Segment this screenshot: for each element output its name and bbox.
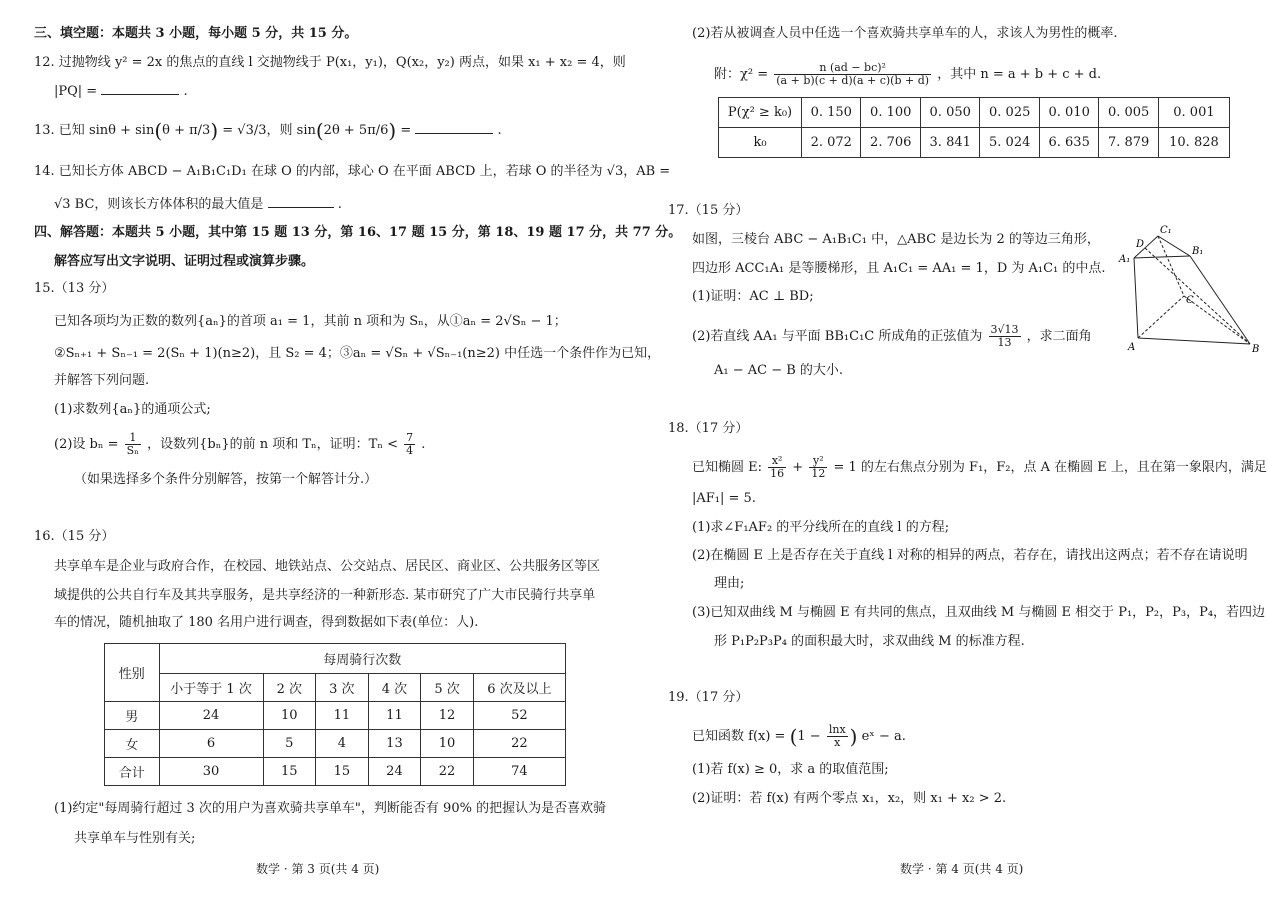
- table-cell: 10: [421, 730, 474, 758]
- gender-header: 性别: [105, 644, 160, 702]
- table-cell: 30: [159, 758, 263, 786]
- fig-label-c1: C₁: [1160, 225, 1172, 236]
- table-cell: 0. 050: [920, 98, 979, 128]
- q18-line1: [692, 455, 1267, 480]
- q15-fraction-bound: $\frac{7}{4}$: [406, 431, 414, 457]
- q14-line1: 14. 已知长方体 ABCD − A₁B₁C₁D₁ 在球 O 的内部，球心 O 在平面 ABCD 上，若球 O 的半径为 √3，AB =: [34, 164, 671, 179]
- q18-part2-line2: 理由;: [714, 576, 745, 591]
- weekly-rides-header: 每周骑行次数: [159, 644, 565, 674]
- q19-pre: 已知函数 f(x) =: [692, 729, 786, 744]
- q16-part2: (2)若从被调查人员中任选一个喜欢骑共享单车的人，求该人为男性的概率.: [692, 26, 1118, 41]
- p-label: P(χ² ≥ k₀): [719, 98, 802, 128]
- cycling-table: [104, 643, 566, 786]
- table-cell: 0. 100: [861, 98, 920, 128]
- q15-p2-end: .: [421, 437, 426, 452]
- q13-arg2: 2θ + 5π/6: [323, 123, 389, 138]
- q16-line3: 车的情况，随机抽取了 180 名用户进行调查，得到数据如下表(单位：人).: [54, 615, 479, 630]
- table-cell: 0. 010: [1039, 98, 1098, 128]
- table-cell: 0. 150: [802, 98, 861, 128]
- formula-pre: 附：χ² =: [714, 67, 769, 82]
- row-label: 男: [105, 702, 160, 730]
- q17-line2: 四边形 ACC₁A₁ 是等腰梯形，且 A₁C₁ = AA₁ = 1，D 为 A₁C₁ 的中点.: [692, 261, 1106, 276]
- q18-part2-line1: (2)在椭圆 E 上是否存在关于直线 l 对称的相异的两点，若存在，请找出这两点；若不存在请说明: [692, 548, 1248, 563]
- q16-title: 16.（15 分）: [34, 529, 115, 544]
- fig-label-b1: B₁: [1192, 246, 1204, 257]
- fig-label-a: A: [1128, 342, 1136, 353]
- q18-line2: |AF₁| = 5.: [692, 491, 756, 506]
- table-cell: 13: [368, 730, 421, 758]
- critical-value-table: [718, 97, 1230, 158]
- table-cell: 10. 828: [1158, 128, 1229, 158]
- q15-note: （如果选择多个条件分别解答，按第一个解答计分.）: [74, 472, 378, 487]
- q19-fraction: $\frac{\ln x}{x}$: [828, 723, 846, 749]
- q14-text: √3 BC，则该长方体体积的最大值是: [54, 197, 264, 212]
- q17-title: 17.（15 分）: [668, 203, 749, 218]
- table-row-female: [105, 730, 566, 758]
- q16-line2: 域提供的公共自行车及其共享服务，是共享经济的一种新形态. 某市研究了广大市民骑行共享单: [54, 588, 596, 603]
- table-row-total: [105, 758, 566, 786]
- table-cell: 11: [316, 702, 369, 730]
- col-header: 6 次及以上: [473, 674, 565, 702]
- q14-line2: [54, 195, 342, 214]
- page-footer-left: 数学 · 第 3 页(共 4 页): [256, 862, 380, 876]
- table-cell: 52: [473, 702, 565, 730]
- q18-part3-line1: (3)已知双曲线 M 与椭圆 E 有共同的焦点，且双曲线 M 与椭圆 E 相交于 P₁，P₂，P₃，P₄，若四边: [692, 605, 1266, 620]
- q17-sine-fraction: $\frac{3√13}{13}$: [990, 323, 1019, 349]
- q12-pq: |PQ| =: [54, 84, 98, 99]
- q13-mid2: =: [400, 123, 412, 138]
- q12-line1: 12. 过抛物线 y² = 2x 的焦点的直线 l 交抛物线于 P(x₁，y₁)，Q(x₂，y₂) 两点，如果 x₁ + x₂ = 4，则: [34, 55, 626, 70]
- q13-pre: 13. 已知 sinθ + sin: [34, 123, 155, 138]
- q12-answer-blank: [101, 82, 179, 95]
- q15-title: 15.（13 分）: [34, 281, 115, 296]
- q18-post: = 1 的左右焦点分别为 F₁，F₂，点 A 在椭圆 E 上，且在第一象限内，满足: [833, 460, 1267, 475]
- section3-heading: 三、填空题：本题共 3 小题，每小题 5 分，共 15 分。: [34, 26, 358, 41]
- q15-part1: (1)求数列{aₙ}的通项公式;: [54, 402, 211, 417]
- q15-p2-pre: (2)设 bₙ =: [54, 437, 119, 452]
- frustum-figure: [1114, 222, 1262, 358]
- table-cell: 15: [263, 758, 316, 786]
- k-label: k₀: [719, 128, 802, 158]
- col-header: 4 次: [368, 674, 421, 702]
- table-cell: 22: [473, 730, 565, 758]
- q17-line1: 如图，三棱台 ABC − A₁B₁C₁ 中，△ABC 是边长为 2 的等边三角形，: [692, 232, 1100, 247]
- page-footer-right: 数学 · 第 4 页(共 4 页): [900, 862, 1024, 876]
- table-cell: 5. 024: [980, 128, 1039, 158]
- q18-part3-line2: 形 P₁P₂P₃P₄ 的面积最大时，求双曲线 M 的标准方程.: [714, 634, 1025, 649]
- table-cell: 4: [316, 730, 369, 758]
- row-label: 女: [105, 730, 160, 758]
- table-cell: 24: [368, 758, 421, 786]
- q13-mid1: = √3/3，则 sin: [222, 123, 316, 138]
- q17-p2-post: ，求二面角: [1026, 329, 1092, 344]
- q15-part2: [54, 432, 425, 457]
- q16-part1-line1: (1)约定"每周骑行超过 3 次的用户为喜欢骑共享单车"，判断能否有 90% 的把握认为是否喜欢骑: [54, 801, 607, 816]
- q13-arg1: θ + π/3: [162, 123, 211, 138]
- q18-part1: (1)求∠F₁AF₂ 的平分线所在的直线 l 的方程;: [692, 520, 950, 535]
- row-label: 合计: [105, 758, 160, 786]
- table-cell: 11: [368, 702, 421, 730]
- chi-square-fraction: $\frac{\text{n (ad − bc)²}}{(a + b)(c + d)(a + c)(b + d)}$: [776, 61, 930, 87]
- q19-post: eˣ − a.: [861, 729, 906, 744]
- col-header: 小于等于 1 次: [159, 674, 263, 702]
- table-cell: 24: [159, 702, 263, 730]
- q19-title: 19.（17 分）: [668, 690, 749, 705]
- q16-line1: 共享单车是企业与政府合作，在校园、地铁站点、公交站点、居民区、商业区、公共服务区等区: [54, 559, 601, 574]
- col-header: 3 次: [316, 674, 369, 702]
- q18-fraction-y: $\frac{\text{y²}}{12}$: [811, 454, 826, 480]
- q19-function: 已知函数 f(x) = (1 − $\frac{\ln x}{x}$ ) eˣ − a.: [692, 723, 906, 749]
- table-cell: 2. 706: [861, 128, 920, 158]
- q19-one-minus: 1 −: [797, 729, 821, 744]
- q12-line2: [54, 82, 188, 101]
- table-cell: 74: [473, 758, 565, 786]
- formula-post: ，其中 n = a + b + c + d.: [937, 67, 1102, 82]
- q17-part2-line2: A₁ − AC − B 的大小.: [714, 363, 844, 378]
- fig-label-c: C: [1186, 295, 1194, 306]
- q15-line1: 已知各项均为正数的数列{aₙ}的首项 a₁ = 1，其前 n 项和为 Sₙ，从①aₙ = 2√Sₙ − 1；: [54, 314, 567, 329]
- q19-part2: (2)证明：若 f(x) 有两个零点 x₁，x₂，则 x₁ + x₂ > 2.: [692, 791, 1007, 806]
- q13-line: 13. 已知 sinθ + sin(θ + π/3) = √3/3，则 sin(2θ + 5π/6) = .: [34, 118, 502, 143]
- q17-p2-pre: (2)若直线 AA₁ 与平面 BB₁C₁C 所成角的正弦值为: [692, 329, 983, 344]
- table-cell: 0. 001: [1158, 98, 1229, 128]
- section4-sub: 解答应写出文字说明、证明过程或演算步骤。: [54, 254, 315, 269]
- table-cell: 22: [421, 758, 474, 786]
- q18-title: 18.（17 分）: [668, 421, 749, 436]
- q18-plus: +: [792, 460, 804, 475]
- q16-part1-line2: 共享单车与性别有关;: [74, 831, 196, 846]
- col-header: 5 次: [421, 674, 474, 702]
- q14-answer-blank: [268, 195, 334, 208]
- section4-heading: 四、解答题：本题共 5 小题，其中第 15 题 13 分，第 16、17 题 15 分，第 18、19 题 17 分，共 77 分。: [34, 225, 682, 240]
- right-page: [634, 0, 1268, 900]
- table-cell: 0. 005: [1099, 98, 1158, 128]
- q14-end: .: [337, 197, 342, 212]
- q12-end: .: [183, 84, 188, 99]
- fig-label-b: B: [1252, 344, 1260, 355]
- q19-part1: (1)若 f(x) ≥ 0，求 a 的取值范围;: [692, 762, 889, 777]
- q18-pre: 已知椭圆 E:: [692, 460, 763, 475]
- table-row-male: [105, 702, 566, 730]
- table-cell: 10: [263, 702, 316, 730]
- table-cell: 12: [421, 702, 474, 730]
- table-cell: 15: [316, 758, 369, 786]
- q15-line2: ②Sₙ₊₁ + Sₙ₋₁ = 2(Sₙ + 1)(n≥2)，且 S₂ = 4；③aₙ = √Sₙ + √Sₙ₋₁(n≥2) 中任选一个条件作为已知，: [54, 346, 661, 361]
- table-cell: 6: [159, 730, 263, 758]
- q15-fraction-b: $\frac{1}{\text{Sₙ}}$: [126, 431, 139, 457]
- chi-square-formula: [714, 62, 1101, 87]
- table-cell: 6. 635: [1039, 128, 1098, 158]
- table-cell: 0. 025: [980, 98, 1039, 128]
- table-cell: 7. 879: [1099, 128, 1158, 158]
- table-cell: 5: [263, 730, 316, 758]
- col-header: 2 次: [263, 674, 316, 702]
- q17-part2: [692, 324, 1092, 349]
- q15-line3: 并解答下列问题.: [54, 373, 150, 388]
- q15-p2-mid: ，设数列{bₙ}的前 n 项和 Tₙ，证明：Tₙ <: [147, 437, 398, 452]
- table-cell: 3. 841: [920, 128, 979, 158]
- fig-label-a1: A₁: [1119, 254, 1131, 265]
- fig-label-d: D: [1136, 239, 1145, 250]
- q18-fraction-x: $\frac{\text{x²}}{16}$: [770, 454, 785, 480]
- q13-answer-blank: [415, 121, 493, 134]
- q17-part1: (1)证明：AC ⊥ BD;: [692, 289, 814, 304]
- q13-end: .: [497, 123, 502, 138]
- table-cell: 2. 072: [802, 128, 861, 158]
